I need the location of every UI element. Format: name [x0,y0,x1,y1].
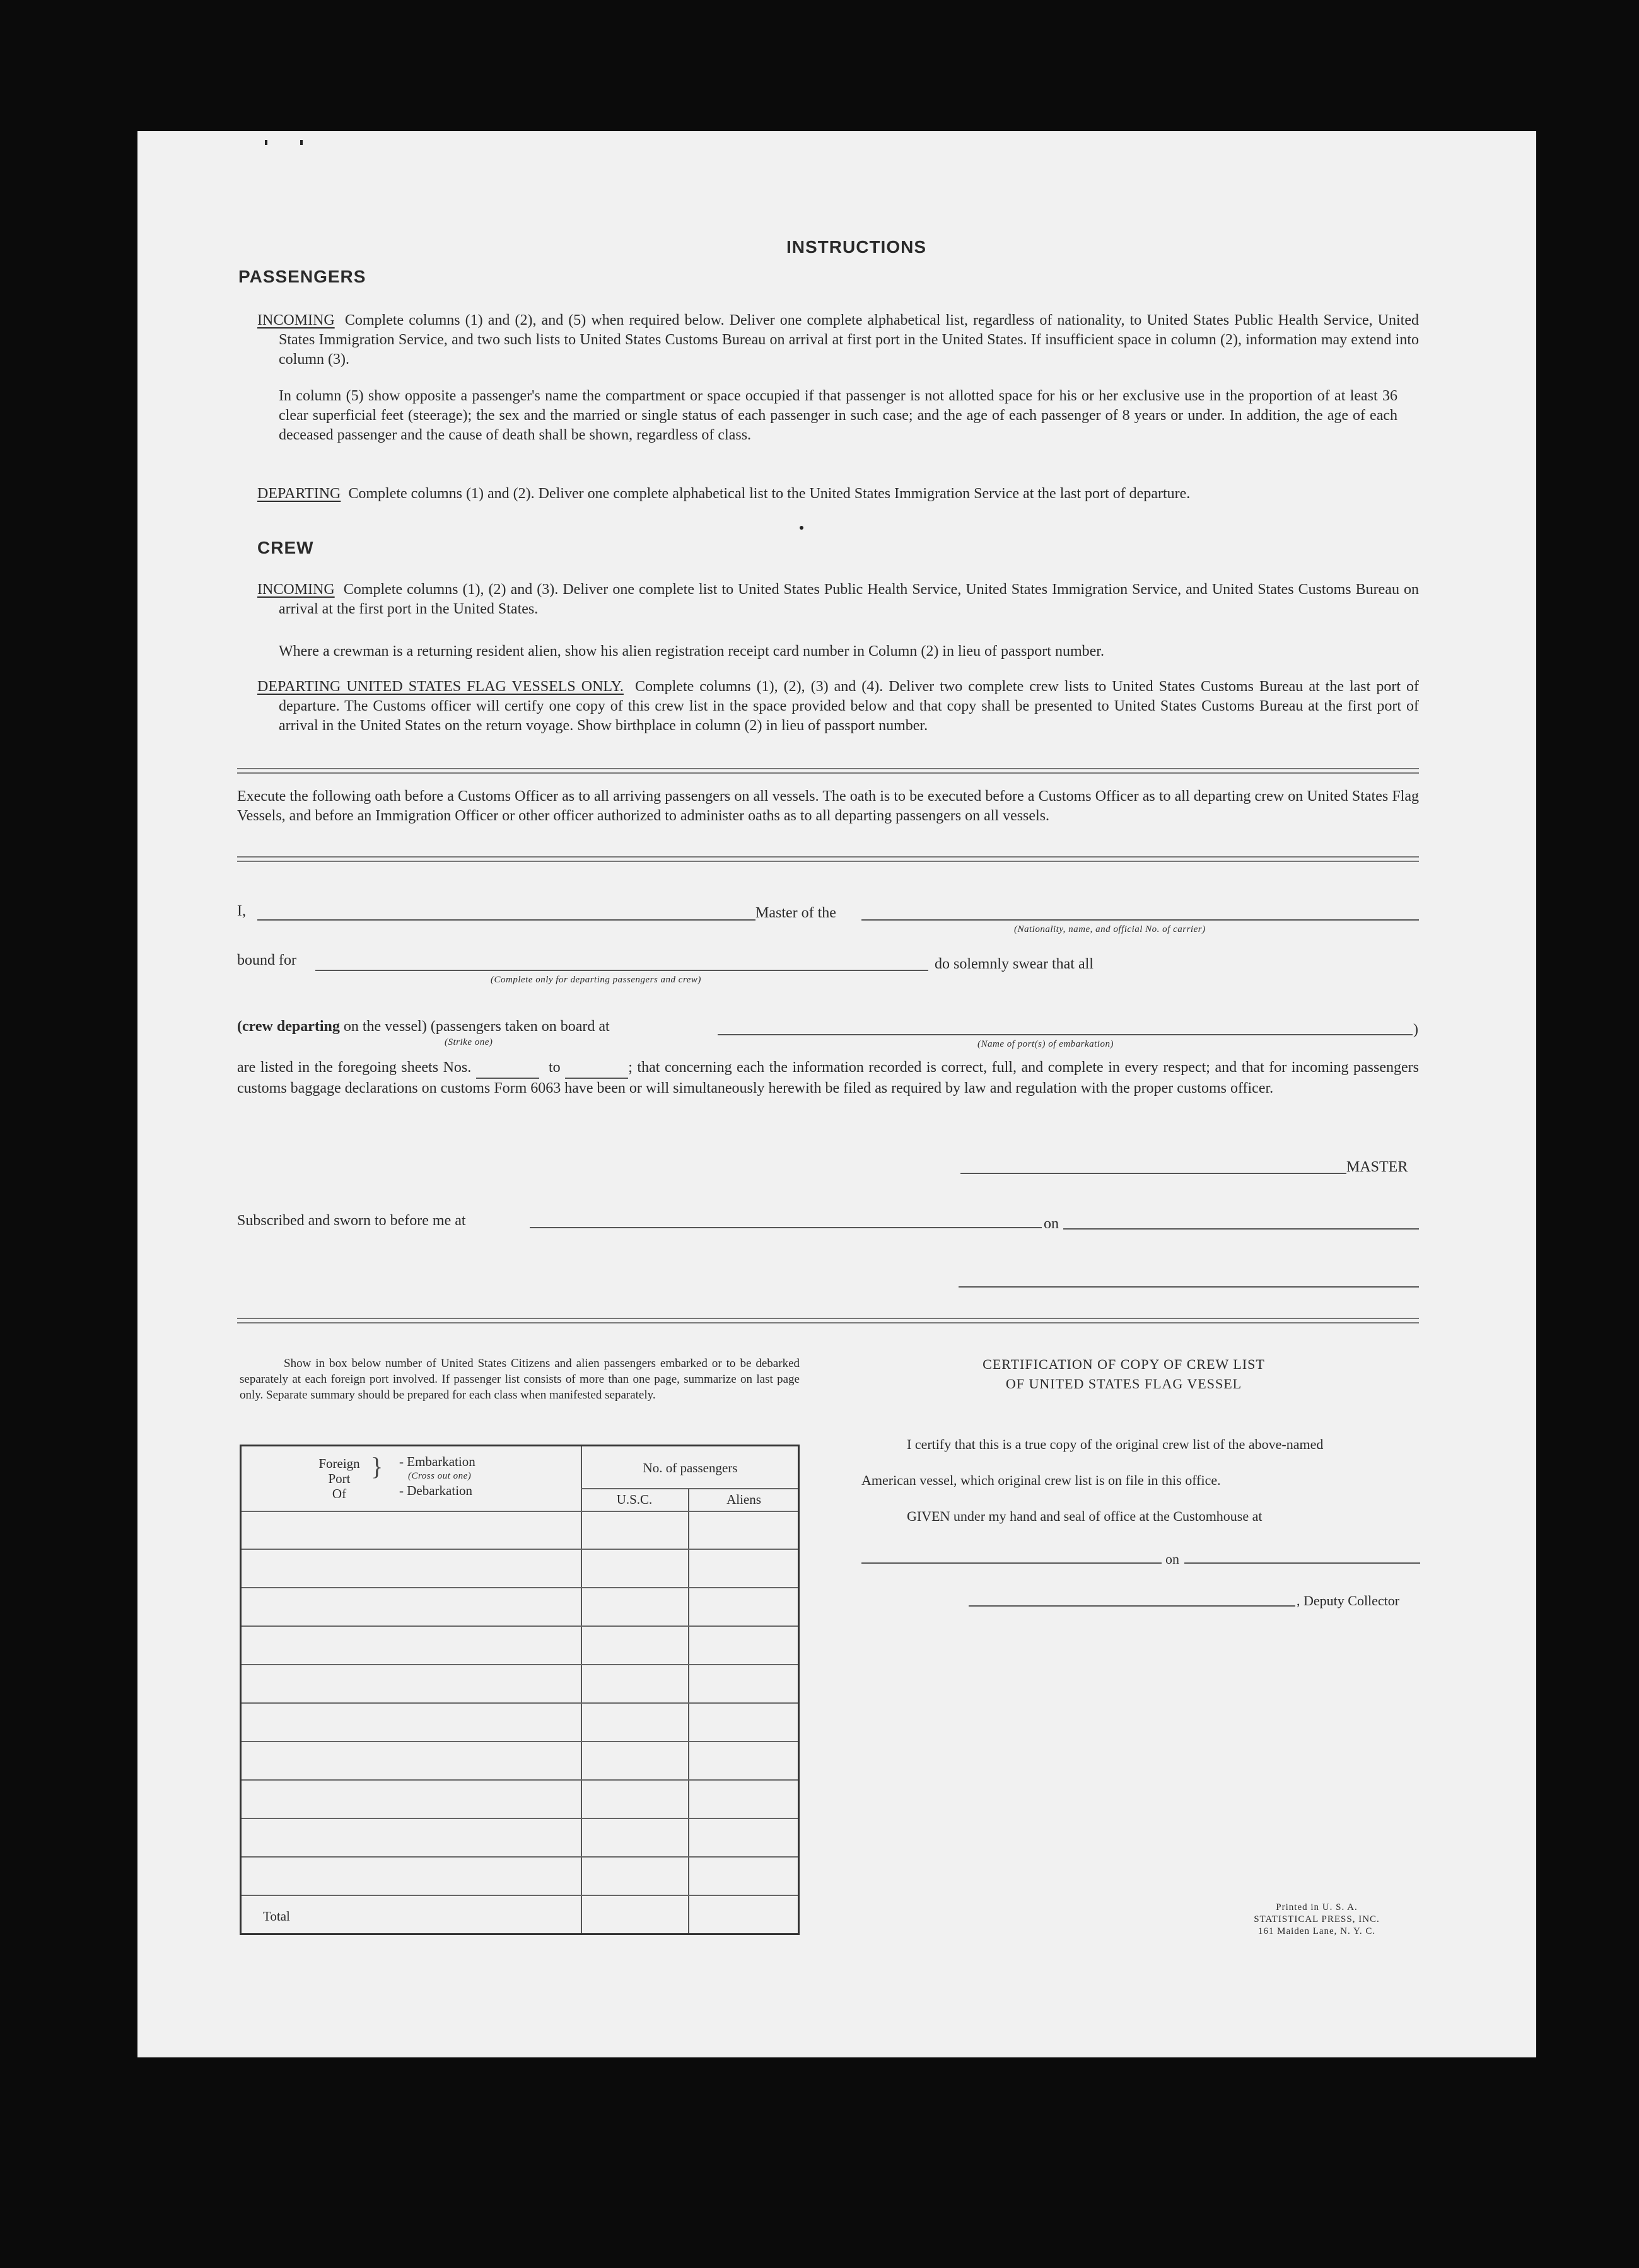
table-header-divider [581,1488,798,1489]
passengers-column5-text: In column (5) show opposite a passenger's name the compartment or space occupied if that passenger is not allotted space for his or her exclusive use in the proportion of at least 36 clear superficial feet (steerage); the sex and the married or single status of each passenger in such case; and the age of each passenger of 8 years or under. In addition, the age of each deceased passenger and the cause of death shall be shown, regardless of class. [279,388,1397,443]
foreign-label: Foreign [318,1456,360,1471]
form-page [137,131,1536,2057]
table-row [242,1818,798,1819]
sworn-place-field[interactable] [530,1227,1042,1228]
crew-departing-text: Complete columns (1), (2), (3) and (4). Deliver two complete crew lists to United States Customs Bureau at the last port of departure. The Customs officer will certify one copy of this crew list in the space provided below and that copy shall be presented to United States Customs Bureau at the first port of arrival in the United States on the return voyage. Show birthplace in column (2) in lieu of passport number. [279,678,1419,734]
section-divider [237,768,1419,774]
crew-departing-block [257,677,1419,736]
master-label: MASTER [1346,1159,1408,1175]
embarkation-group [399,1455,475,1498]
certification-on-label: on [1165,1551,1179,1567]
table-row [242,1779,798,1781]
table-row [242,1856,798,1858]
table-row [242,1895,798,1896]
master-name-field[interactable] [257,919,755,921]
table-col-divider [581,1446,582,1933]
summary-instructions: Show in box below number of United States Citizens and alien passengers embarked or to be debarked separately at each foreign port involved. If passenger list consists of more than one page, summarize on last page only. Separate summary should be prepared for each class when manifested separately. [240,1357,800,1402]
certification-title [856,1354,1391,1393]
passengers-departing-block [257,484,1419,504]
foreign-port-label [312,1456,366,1501]
printer-line3: 161 Maiden Lane, N. Y. C. [1257,1926,1376,1936]
deputy-signature-field[interactable] [969,1605,1295,1607]
of-label: Of [332,1486,347,1501]
close-paren: ) [1413,1021,1418,1038]
passengers-taken-option[interactable]: (passengers taken on board at [430,1018,610,1035]
crew-heading: CREW [257,538,314,557]
passengers-departing-label: DEPARTING [257,486,341,502]
sheet-to-field[interactable] [565,1058,628,1079]
table-row [242,1702,798,1704]
ports-caption: (Name of port(s) of embarkation) [977,1039,1114,1049]
bound-for-field[interactable] [315,970,928,971]
usc-header: U.S.C. [616,1492,653,1507]
cross-out-caption: (Cross out one) [408,1471,472,1481]
table-row [242,1625,798,1627]
certification-title-line2: OF UNITED STATES FLAG VESSEL [1005,1376,1242,1392]
embarkation-option[interactable]: - Embarkation [399,1454,475,1469]
concerning-text: ; that concerning each the information recorded is correct, full, and complete in every respect; and that for incoming passengers customs baggage declarations on customs Form 6063 have been or will simultaneously herewith be filed as required by law and regulation with the proper customs officer. [237,1059,1420,1096]
bound-for-label: bound for [237,952,296,968]
master-of-the-label: Master of the [755,905,836,921]
section-divider [237,856,1419,862]
scan-speck [300,140,303,145]
debarkation-option[interactable]: - Debarkation [399,1483,473,1498]
sheet-from-field[interactable] [476,1058,539,1079]
total-label: Total [263,1909,290,1924]
officer-signature-field[interactable] [959,1286,1419,1288]
table-row [242,1664,798,1665]
ports-embarkation-field[interactable] [718,1034,1413,1035]
certification-title-line1: CERTIFICATION OF COPY OF CREW LIST [983,1356,1265,1372]
customhouse-field[interactable] [861,1562,1162,1564]
certify-text-line2: American vessel, which original crew list is on file in this office. [861,1472,1221,1488]
crew-incoming-block [257,580,1419,619]
listed-text: are listed in the foregoing sheets Nos. [237,1059,472,1076]
certification-date-field[interactable] [1184,1562,1420,1564]
given-text: GIVEN under my hand and seal of office at the Customhouse at [907,1508,1263,1524]
to-label: to [548,1059,561,1076]
section-divider [237,1318,1419,1323]
swear-text: do solemnly swear that all [935,956,1094,972]
table-row [242,1741,798,1742]
crew-resident-text: Where a crewman is a returning resident alien, show his alien registration receipt card number in Column (2) in lieu of passport number. [279,643,1104,660]
scan-speck [800,526,803,530]
printer-line2: STATISTICAL PRESS, INC. [1254,1914,1380,1924]
crew-incoming-text: Complete columns (1), (2) and (3). Deliver one complete list to United States Public Health Service, United States Immigration Service, and United States Customs Bureau on arrival at the first port in the United States. [279,581,1420,617]
oath-strike-line [237,1017,610,1037]
strike-one-caption: (Strike one) [445,1037,493,1047]
crew-departing-option[interactable]: (crew departing [237,1018,340,1035]
table-header-bottom [242,1511,798,1512]
scan-speck [265,140,267,145]
table-row [242,1587,798,1588]
no-of-passengers-header: No. of passengers [643,1460,738,1475]
listed-paragraph [237,1058,1419,1098]
port-label: Port [328,1471,351,1486]
passengers-incoming-text: Complete columns (1) and (2), and (5) when required below. Deliver one complete alphabetical list, regardless of nationality, to United States Public Health Service, United States Immigration Service, and two such lists to United States Customs Bureau on arrival at first port in the United States. If insufficient space in column (2), information may extend into column (3). [279,312,1420,368]
bound-for-caption: (Complete only for departing passengers and crew) [491,975,701,985]
instructions-title: INSTRUCTIONS [786,237,926,257]
brace-icon: } [371,1452,383,1480]
master-signature-field[interactable] [960,1173,1346,1174]
passengers-incoming-label: INCOMING [257,312,335,329]
oath-i-label: I, [237,903,246,919]
subscribed-text: Subscribed and sworn to before me at [237,1213,466,1229]
passengers-heading: PASSENGERS [238,267,366,286]
deputy-collector-label: , Deputy Collector [1297,1593,1400,1608]
on-the-vessel-text: on the vessel) [343,1018,427,1035]
execute-oath-text: Execute the following oath before a Customs Officer as to all arriving passengers on all vessels. The oath is to be executed before a Customs Officer as to all departing crew on United States Flag Vessels, and before an Immigration Officer or other officer authorized to administer oaths as to all departing passengers on all vessels. [237,788,1419,824]
printer-line1: Printed in U. S. A. [1276,1902,1358,1912]
passenger-summary-table [240,1445,800,1935]
aliens-header: Aliens [726,1492,761,1507]
table-col-divider [688,1488,689,1933]
carrier-field[interactable] [861,919,1419,921]
printer-imprint [1222,1902,1411,1938]
sworn-date-field[interactable] [1063,1228,1419,1230]
crew-departing-label: DEPARTING UNITED STATES FLAG VESSELS ONLY. [257,678,624,695]
nationality-caption: (Nationality, name, and official No. of carrier) [1014,924,1206,934]
passengers-departing-text: Complete columns (1) and (2). Deliver one complete alphabetical list to the United States Immigration Service at the last port of departure. [348,486,1191,502]
crew-incoming-label: INCOMING [257,581,335,598]
table-row [242,1549,798,1550]
sworn-on-label: on [1044,1216,1059,1232]
certify-text-line1: I certify that this is a true copy of the original crew list of the above-named [907,1436,1324,1452]
passengers-incoming-block [257,311,1419,369]
